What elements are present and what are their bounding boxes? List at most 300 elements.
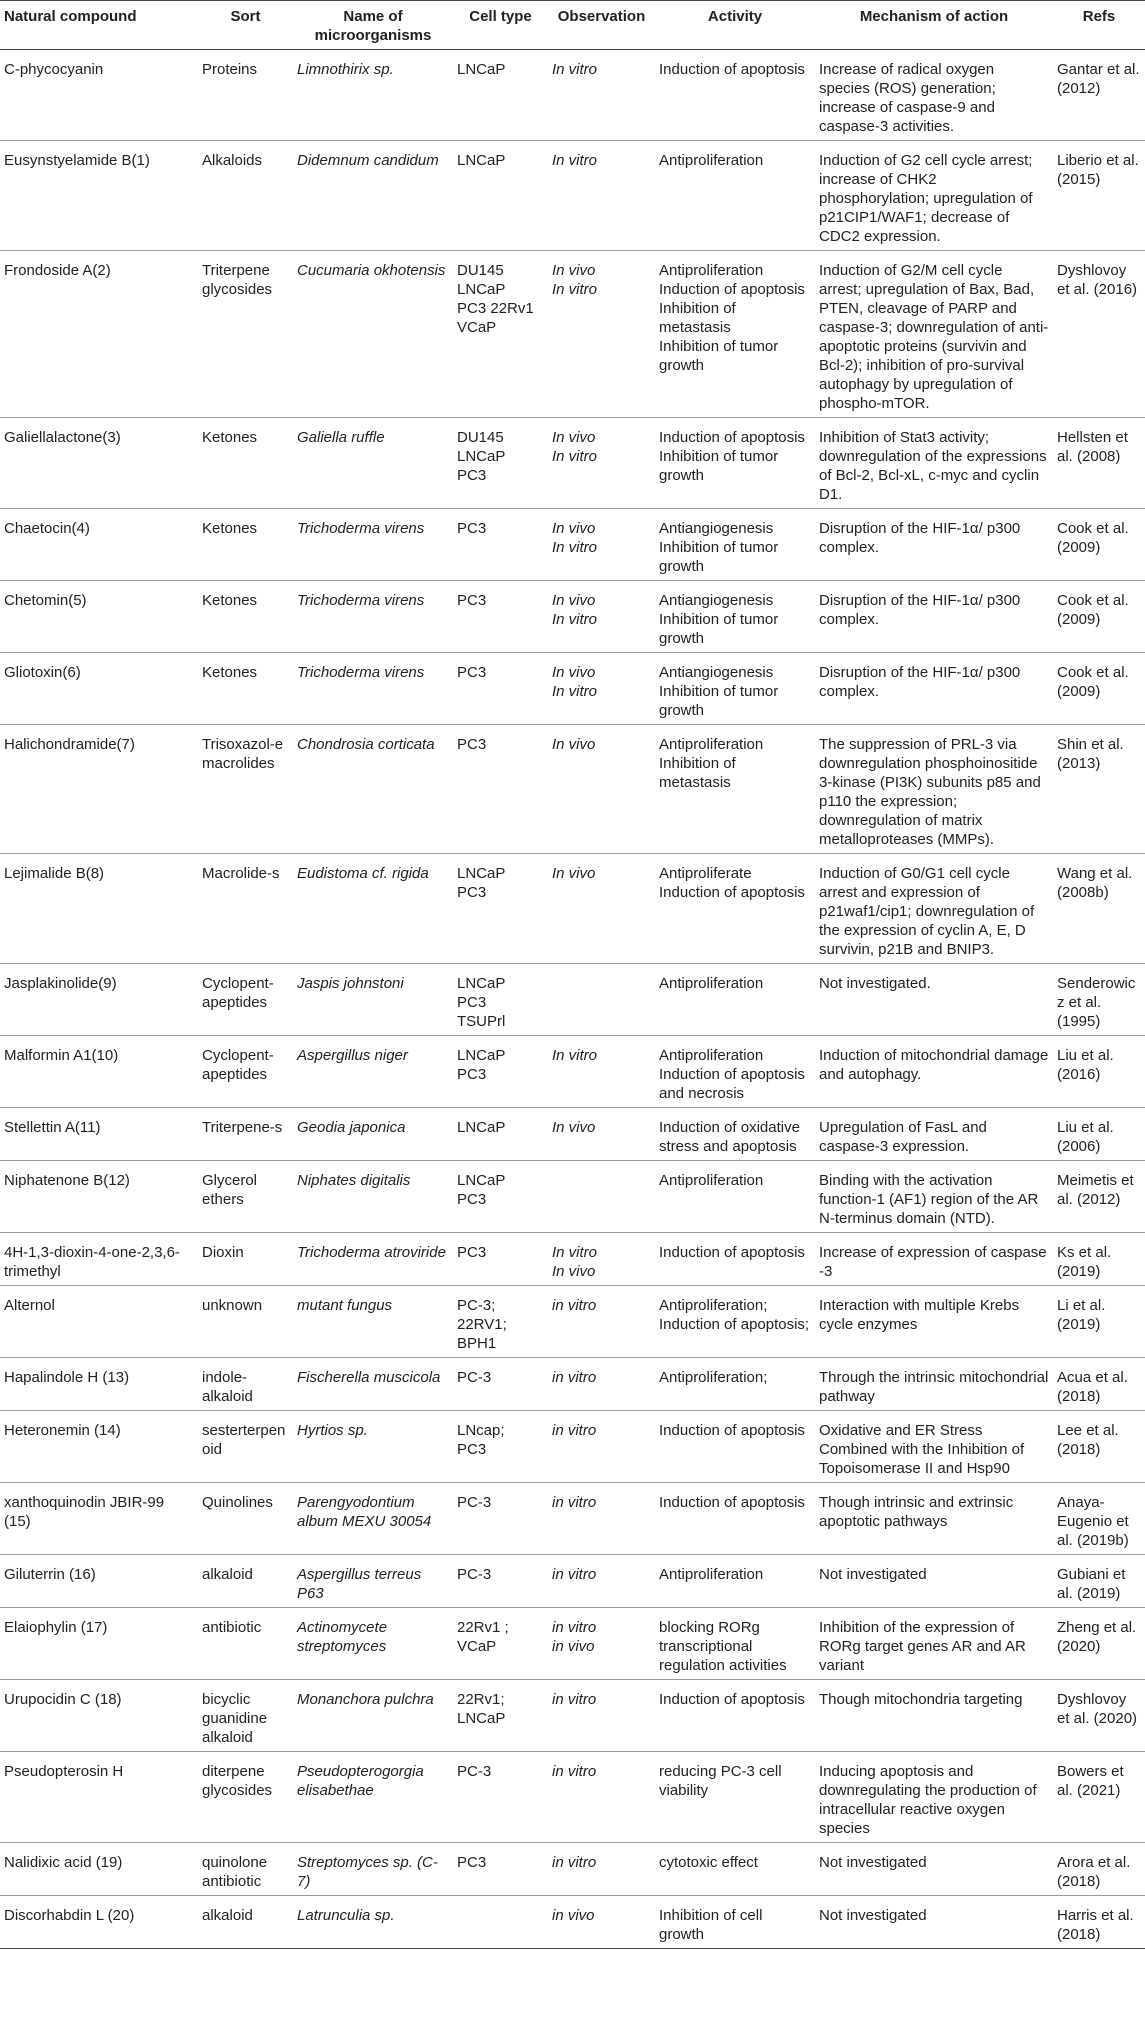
header-sort: Sort — [198, 1, 293, 50]
organism-cell: mutant fungus — [293, 1286, 453, 1358]
cell-type-cell-line: LNCaP — [457, 1047, 506, 1064]
observation-cell-line: in vitro — [552, 1691, 597, 1708]
cell-type-cell — [453, 141, 548, 251]
cell-type-cell-line: PC3 — [457, 520, 487, 537]
sort-cell: antibiotic — [198, 1608, 293, 1680]
observation-cell — [548, 854, 655, 964]
activity-cell — [655, 251, 815, 418]
organism-cell: Niphates digitalis — [293, 1161, 453, 1233]
observation-cell-line: in vitro — [552, 1369, 597, 1386]
cell-type-cell — [453, 854, 548, 964]
activity-cell-line: Induction of apoptosis — [659, 61, 805, 78]
refs-cell: Liberio et al. (2015) — [1053, 141, 1145, 251]
activity-cell — [655, 1843, 815, 1896]
observation-cell — [548, 418, 655, 509]
cell-type-cell-line: LNCaP — [457, 1710, 506, 1727]
organism-cell: Trichoderma atroviride — [293, 1233, 453, 1286]
activity-cell — [655, 1555, 815, 1608]
cell-type-cell-line: PC3 — [457, 1854, 487, 1871]
activity-cell — [655, 1108, 815, 1161]
table-row — [0, 1233, 1145, 1286]
activity-cell — [655, 1233, 815, 1286]
cell-type-cell — [453, 1358, 548, 1411]
observation-cell — [548, 1752, 655, 1843]
cell-type-cell — [453, 1036, 548, 1108]
refs-cell: Hellsten et al. (2008) — [1053, 418, 1145, 509]
observation-cell-line: in vitro — [552, 1494, 597, 1511]
observation-cell-line: In vitro — [552, 611, 598, 628]
sort-cell: Proteins — [198, 50, 293, 141]
table-row — [0, 854, 1145, 964]
cell-type-cell-line: PC3 — [457, 664, 487, 681]
cell-type-cell-line: 22RV1; — [457, 1316, 507, 1333]
activity-cell-line: Induction of apoptosis — [659, 1422, 805, 1439]
compound-cell: Alternol — [0, 1286, 198, 1358]
observation-cell-line: In vitro — [552, 539, 598, 556]
cell-type-cell-line: LNCaP — [457, 865, 506, 882]
refs-cell: Shin et al. (2013) — [1053, 725, 1145, 854]
compound-cell: 4H-1,3-dioxin-4-one-2,3,6-trimethyl — [0, 1233, 198, 1286]
observation-cell — [548, 725, 655, 854]
cell-type-cell — [453, 964, 548, 1036]
table-row — [0, 1036, 1145, 1108]
cell-type-cell — [453, 1233, 548, 1286]
header-activity: Activity — [655, 1, 815, 50]
activity-cell — [655, 1483, 815, 1555]
organism-cell: Didemnum candidum — [293, 141, 453, 251]
observation-cell — [548, 141, 655, 251]
mechanism-cell: Though mitochondria targeting — [815, 1680, 1053, 1752]
activity-cell-line: Induction of apoptosis — [659, 429, 805, 446]
observation-cell-line: In vitro — [552, 448, 598, 465]
activity-cell — [655, 964, 815, 1036]
organism-cell: Trichoderma virens — [293, 509, 453, 581]
cell-type-cell-line: VCaP — [457, 1638, 497, 1655]
cell-type-cell-line: PC3 — [457, 592, 487, 609]
observation-cell-line: in vitro — [552, 1854, 597, 1871]
table-row — [0, 1286, 1145, 1358]
observation-cell — [548, 964, 655, 1036]
observation-cell-line: In vivo — [552, 865, 596, 882]
mechanism-cell: Induction of G2 cell cycle arrest; increase of CHK2 phosphorylation; upregulation of p21CIP1/WAF1; decrease of CDC2 expression. — [815, 141, 1053, 251]
organism-cell: Cucumaria okhotensis — [293, 251, 453, 418]
table-row — [0, 251, 1145, 418]
observation-cell-line: In vivo — [552, 262, 596, 279]
refs-cell: Harris et al. (2018) — [1053, 1896, 1145, 1949]
cell-type-cell — [453, 1411, 548, 1483]
refs-cell: Cook et al. (2009) — [1053, 653, 1145, 725]
activity-cell-line: Induction of apoptosis — [659, 1494, 805, 1511]
activity-cell — [655, 1286, 815, 1358]
table-row — [0, 141, 1145, 251]
mechanism-cell: Not investigated. — [815, 964, 1053, 1036]
cell-type-cell-line: LNCaP — [457, 152, 506, 169]
sort-cell: diterpene glycosides — [198, 1752, 293, 1843]
refs-cell: Zheng et al. (2020) — [1053, 1608, 1145, 1680]
observation-cell — [548, 251, 655, 418]
cell-type-cell-line: PC-3 — [457, 1369, 492, 1386]
cell-type-cell-line: PC3 — [457, 736, 487, 753]
cell-type-cell — [453, 251, 548, 418]
sort-cell: sesterterpenoid — [198, 1411, 293, 1483]
activity-cell-line: Antiproliferation; — [659, 1369, 768, 1386]
cell-type-cell-line: PC3 — [457, 1244, 487, 1261]
activity-cell — [655, 725, 815, 854]
observation-cell-line: In vivo — [552, 429, 596, 446]
sort-cell: Cyclopent-apeptides — [198, 964, 293, 1036]
cell-type-cell-line: PC-3 — [457, 1763, 492, 1780]
activity-cell-line: Antiproliferation — [659, 1172, 764, 1189]
table-row — [0, 1843, 1145, 1896]
table-row — [0, 581, 1145, 653]
table-row — [0, 1108, 1145, 1161]
cell-type-cell-line: PC3 22Rv1 — [457, 300, 534, 317]
compound-cell: Chetomin(5) — [0, 581, 198, 653]
cell-type-cell-line: LNCaP — [457, 61, 506, 78]
activity-cell — [655, 581, 815, 653]
activity-cell — [655, 854, 815, 964]
cell-type-cell — [453, 725, 548, 854]
cell-type-cell-line: PC-3 — [457, 1494, 492, 1511]
sort-cell: quinolone antibiotic — [198, 1843, 293, 1896]
compound-cell: Giluterrin (16) — [0, 1555, 198, 1608]
observation-cell — [548, 1843, 655, 1896]
sort-cell: Ketones — [198, 581, 293, 653]
organism-cell: Fischerella muscicola — [293, 1358, 453, 1411]
cell-type-cell-line: DU145 — [457, 262, 504, 279]
mechanism-cell: The suppression of PRL-3 via downregulation phosphoinositide 3-kinase (PI3K) subunits p85 and p110 the expression; downregulation of matrix metalloproteases (MMPs). — [815, 725, 1053, 854]
table-row — [0, 1555, 1145, 1608]
observation-cell — [548, 1555, 655, 1608]
organism-cell: Actinomycete streptomyces — [293, 1608, 453, 1680]
mechanism-cell: Though intrinsic and extrinsic apoptotic pathways — [815, 1483, 1053, 1555]
table-body — [0, 50, 1145, 1949]
mechanism-cell: Not investigated — [815, 1555, 1053, 1608]
observation-cell — [548, 653, 655, 725]
compound-cell: Lejimalide B(8) — [0, 854, 198, 964]
organism-cell: Eudistoma cf. rigida — [293, 854, 453, 964]
activity-cell — [655, 1036, 815, 1108]
activity-cell-line: Inhibition of tumor growth — [659, 611, 779, 647]
refs-cell: Wang et al. (2008b) — [1053, 854, 1145, 964]
activity-cell-line: Inhibition of tumor growth — [659, 338, 779, 374]
activity-cell-line: Induction of apoptosis — [659, 884, 805, 901]
observation-cell-line: In vitro — [552, 281, 598, 298]
sort-cell: alkaloid — [198, 1896, 293, 1949]
activity-cell — [655, 141, 815, 251]
organism-cell: Monanchora pulchra — [293, 1680, 453, 1752]
refs-cell: Senderowicz et al. (1995) — [1053, 964, 1145, 1036]
compound-cell: Chaetocin(4) — [0, 509, 198, 581]
compound-cell: Eusynstyelamide B(1) — [0, 141, 198, 251]
mechanism-cell: Interaction with multiple Krebs cycle enzymes — [815, 1286, 1053, 1358]
refs-cell: Acua et al. (2018) — [1053, 1358, 1145, 1411]
table-row — [0, 1608, 1145, 1680]
sort-cell: Dioxin — [198, 1233, 293, 1286]
cell-type-cell — [453, 1752, 548, 1843]
mechanism-cell: Inducing apoptosis and downregulating the production of intracellular reactive oxygen species — [815, 1752, 1053, 1843]
cell-type-cell — [453, 1843, 548, 1896]
observation-cell-line: in vitro — [552, 1297, 597, 1314]
refs-cell: Dyshlovoy et al. (2016) — [1053, 251, 1145, 418]
observation-cell-line: in vitro — [552, 1566, 597, 1583]
mechanism-cell: Disruption of the HIF-1α/ p300 complex. — [815, 509, 1053, 581]
table-row — [0, 1483, 1145, 1555]
observation-cell-line: In vitro — [552, 683, 598, 700]
organism-cell: Aspergillus terreus P63 — [293, 1555, 453, 1608]
cell-type-cell — [453, 1286, 548, 1358]
cell-type-cell-line: PC3 — [457, 1066, 487, 1083]
activity-cell-line: Induction of apoptosis — [659, 281, 805, 298]
table-row — [0, 418, 1145, 509]
observation-cell-line: In vitro — [552, 1047, 598, 1064]
compound-cell: Galiellalactone(3) — [0, 418, 198, 509]
activity-cell — [655, 509, 815, 581]
sort-cell: unknown — [198, 1286, 293, 1358]
refs-cell: Liu et al. (2016) — [1053, 1036, 1145, 1108]
sort-cell: Quinolines — [198, 1483, 293, 1555]
organism-cell: Aspergillus niger — [293, 1036, 453, 1108]
observation-cell-line: In vivo — [552, 520, 596, 537]
observation-cell — [548, 1108, 655, 1161]
mechanism-cell: Upregulation of FasL and caspase-3 expression. — [815, 1108, 1053, 1161]
observation-cell-line: In vivo — [552, 592, 596, 609]
organism-cell: Trichoderma virens — [293, 581, 453, 653]
observation-cell — [548, 1896, 655, 1949]
activity-cell-line: Inhibition of cell growth — [659, 1907, 763, 1943]
table-row — [0, 1358, 1145, 1411]
activity-cell-line: Induction of oxidative stress and apoptosis — [659, 1119, 800, 1155]
compound-cell: Pseudopterosin H — [0, 1752, 198, 1843]
refs-cell: Li et al. (2019) — [1053, 1286, 1145, 1358]
activity-cell — [655, 1752, 815, 1843]
activity-cell-line: Antiproliferation; — [659, 1297, 768, 1314]
cell-type-cell-line: PC-3; — [457, 1297, 496, 1314]
activity-cell-line: Inhibition of tumor growth — [659, 448, 779, 484]
activity-cell-line: Antiproliferation — [659, 1566, 764, 1583]
header-mechanism: Mechanism of action — [815, 1, 1053, 50]
header-natural-compound: Natural compound — [0, 1, 198, 50]
header-row — [0, 1, 1145, 50]
sort-cell: bicyclic guanidine alkaloid — [198, 1680, 293, 1752]
refs-cell: Cook et al. (2009) — [1053, 509, 1145, 581]
compound-cell: Heteronemin (14) — [0, 1411, 198, 1483]
organism-cell: Parengyodontium album MEXU 30054 — [293, 1483, 453, 1555]
activity-cell-line: Antiangiogenesis — [659, 664, 774, 681]
activity-cell-line: Inhibition of metastasis — [659, 755, 736, 791]
activity-cell — [655, 1411, 815, 1483]
cell-type-cell-line: LNCaP — [457, 448, 506, 465]
activity-cell-line: Antiproliferation — [659, 1047, 764, 1064]
refs-cell: Anaya-Eugenio et al. (2019b) — [1053, 1483, 1145, 1555]
observation-cell-line: in vivo — [552, 1638, 595, 1655]
compound-cell: C-phycocyanin — [0, 50, 198, 141]
compound-cell: Urupocidin C (18) — [0, 1680, 198, 1752]
cell-type-cell-line: PC3 — [457, 884, 487, 901]
compound-cell: Gliotoxin(6) — [0, 653, 198, 725]
mechanism-cell: Through the intrinsic mitochondrial pathway — [815, 1358, 1053, 1411]
cell-type-cell — [453, 1608, 548, 1680]
cell-type-cell-line: 22Rv1 ; — [457, 1619, 509, 1636]
mechanism-cell: Increase of expression of caspase -3 — [815, 1233, 1053, 1286]
activity-cell-line: Antiproliferate — [659, 865, 752, 882]
observation-cell — [548, 581, 655, 653]
activity-cell — [655, 1608, 815, 1680]
organism-cell: Streptomyces sp. (C-7) — [293, 1843, 453, 1896]
cell-type-cell-line: TSUPrl — [457, 1013, 506, 1030]
organism-cell: Limnothirix sp. — [293, 50, 453, 141]
cell-type-cell-line: LNCaP — [457, 281, 506, 298]
cell-type-cell-line: PC-3 — [457, 1566, 492, 1583]
cell-type-cell-line: LNCaP — [457, 975, 506, 992]
activity-cell — [655, 653, 815, 725]
refs-cell: Cook et al. (2009) — [1053, 581, 1145, 653]
table-row — [0, 1161, 1145, 1233]
observation-cell-line: In vivo — [552, 664, 596, 681]
cell-type-cell-line: DU145 — [457, 429, 504, 446]
cell-type-cell — [453, 1680, 548, 1752]
observation-cell-line: In vitro — [552, 152, 598, 169]
organism-cell: Latrunculia sp. — [293, 1896, 453, 1949]
activity-cell — [655, 1896, 815, 1949]
table-row — [0, 1680, 1145, 1752]
sort-cell: alkaloid — [198, 1555, 293, 1608]
cell-type-cell — [453, 50, 548, 141]
activity-cell — [655, 50, 815, 141]
activity-cell-line: Inhibition of metastasis — [659, 300, 736, 336]
sort-cell: Alkaloids — [198, 141, 293, 251]
observation-cell-line: In vivo — [552, 1119, 596, 1136]
mechanism-cell: Induction of mitochondrial damage and autophagy. — [815, 1036, 1053, 1108]
compound-cell: Jasplakinolide(9) — [0, 964, 198, 1036]
activity-cell-line: Antiangiogenesis — [659, 592, 774, 609]
header-microorganisms: Name of microorganisms — [293, 1, 453, 50]
mechanism-cell: Induction of G2/M cell cycle arrest; upregulation of Bax, Bad, PTEN, cleavage of PARP and caspase-3; downregulation of anti-apoptotic proteins (survivin and Bcl-2); inhibition of pro-survival autophagy by upregulation of phospho-mTOR. — [815, 251, 1053, 418]
activity-cell-line: Inhibition of tumor growth — [659, 539, 779, 575]
cell-type-cell-line: LNCaP — [457, 1172, 506, 1189]
refs-cell: Meimetis et al. (2012) — [1053, 1161, 1145, 1233]
sort-cell: Triterpene-s — [198, 1108, 293, 1161]
observation-cell — [548, 1358, 655, 1411]
header-refs: Refs — [1053, 1, 1145, 50]
cell-type-cell — [453, 509, 548, 581]
refs-cell: Gantar et al. (2012) — [1053, 50, 1145, 141]
mechanism-cell: Binding with the activation function-1 (AF1) region of the AR N-terminus domain (NTD). — [815, 1161, 1053, 1233]
compound-cell: Malformin A1(10) — [0, 1036, 198, 1108]
activity-cell-line: Antiproliferation — [659, 262, 764, 279]
activity-cell-line: Induction of apoptosis and necrosis — [659, 1066, 805, 1102]
activity-cell — [655, 1358, 815, 1411]
observation-cell-line: in vitro — [552, 1619, 597, 1636]
observation-cell — [548, 1608, 655, 1680]
cell-type-cell — [453, 1483, 548, 1555]
activity-cell-line: Induction of apoptosis; — [659, 1316, 810, 1333]
observation-cell-line: in vitro — [552, 1763, 597, 1780]
table-row — [0, 1752, 1145, 1843]
observation-cell — [548, 509, 655, 581]
cell-type-cell-line: LNCaP — [457, 1119, 506, 1136]
table-row — [0, 1411, 1145, 1483]
observation-cell-line: in vivo — [552, 1907, 595, 1924]
sort-cell: Glycerol ethers — [198, 1161, 293, 1233]
sort-cell: indole-alkaloid — [198, 1358, 293, 1411]
header-cell-type: Cell type — [453, 1, 548, 50]
observation-cell — [548, 1233, 655, 1286]
refs-cell: Arora et al. (2018) — [1053, 1843, 1145, 1896]
refs-cell: Bowers et al. (2021) — [1053, 1752, 1145, 1843]
activity-cell-line: Inhibition of tumor growth — [659, 683, 779, 719]
activity-cell — [655, 1161, 815, 1233]
header-observation: Observation — [548, 1, 655, 50]
cell-type-cell — [453, 418, 548, 509]
mechanism-cell: Disruption of the HIF-1α/ p300 complex. — [815, 653, 1053, 725]
cell-type-cell-line: VCaP — [457, 319, 497, 336]
activity-cell-line: cytotoxic effect — [659, 1854, 758, 1871]
activity-cell-line: Antiproliferation — [659, 152, 764, 169]
cell-type-cell-line: PC3 — [457, 1191, 487, 1208]
organism-cell: Hyrtios sp. — [293, 1411, 453, 1483]
activity-cell-line: Induction of apoptosis — [659, 1691, 805, 1708]
observation-cell — [548, 1483, 655, 1555]
mechanism-cell: Inhibition of Stat3 activity; downregulation of the expressions of Bcl-2, Bcl-xL, c-myc and cyclin D1. — [815, 418, 1053, 509]
cell-type-cell-line: PC3 — [457, 994, 487, 1011]
cell-type-cell-line: BPH1 — [457, 1335, 497, 1352]
activity-cell-line: Antiproliferation — [659, 736, 764, 753]
activity-cell-line: Antiangiogenesis — [659, 520, 774, 537]
mechanism-cell: Induction of G0/G1 cell cycle arrest and expression of p21waf1/cip1; downregulation of the expression of cyclin A, E, D survivin, p21B and BNIP3. — [815, 854, 1053, 964]
mechanism-cell: Oxidative and ER Stress Combined with the Inhibition of Topoisomerase II and Hsp90 — [815, 1411, 1053, 1483]
activity-cell — [655, 1680, 815, 1752]
cell-type-cell-line: 22Rv1; — [457, 1691, 505, 1708]
sort-cell: Macrolide-s — [198, 854, 293, 964]
observation-cell-line: In vitro — [552, 61, 598, 78]
observation-cell — [548, 1286, 655, 1358]
cell-type-cell — [453, 1555, 548, 1608]
organism-cell: Geodia japonica — [293, 1108, 453, 1161]
mechanism-cell: Disruption of the HIF-1α/ p300 complex. — [815, 581, 1053, 653]
organism-cell: Trichoderma virens — [293, 653, 453, 725]
observation-cell — [548, 1161, 655, 1233]
compound-cell: Halichondramide(7) — [0, 725, 198, 854]
sort-cell: Trisoxazol-e macrolides — [198, 725, 293, 854]
mechanism-cell: Not investigated — [815, 1896, 1053, 1949]
activity-cell-line: reducing PC-3 cell viability — [659, 1763, 782, 1799]
observation-cell-line: In vivo — [552, 1263, 596, 1280]
table-row — [0, 50, 1145, 141]
compound-cell: Nalidixic acid (19) — [0, 1843, 198, 1896]
sort-cell: Ketones — [198, 653, 293, 725]
observation-cell — [548, 1411, 655, 1483]
activity-cell — [655, 418, 815, 509]
table-row — [0, 509, 1145, 581]
refs-cell: Ks et al. (2019) — [1053, 1233, 1145, 1286]
cell-type-cell-line: PC3 — [457, 467, 487, 484]
table-row — [0, 1896, 1145, 1949]
sort-cell: Ketones — [198, 509, 293, 581]
activity-cell-line: blocking RORg transcriptional regulation activities — [659, 1619, 787, 1674]
organism-cell: Galiella ruffle — [293, 418, 453, 509]
mechanism-cell: Not investigated — [815, 1843, 1053, 1896]
cell-type-cell — [453, 1108, 548, 1161]
table-row — [0, 725, 1145, 854]
table-row — [0, 653, 1145, 725]
compound-cell: xanthoquinodin JBIR-99 (15) — [0, 1483, 198, 1555]
observation-cell-line: In vivo — [552, 736, 596, 753]
refs-cell: Liu et al. (2006) — [1053, 1108, 1145, 1161]
refs-cell: Lee et al. (2018) — [1053, 1411, 1145, 1483]
cell-type-cell — [453, 1161, 548, 1233]
observation-cell-line: In vitro — [552, 1244, 598, 1261]
